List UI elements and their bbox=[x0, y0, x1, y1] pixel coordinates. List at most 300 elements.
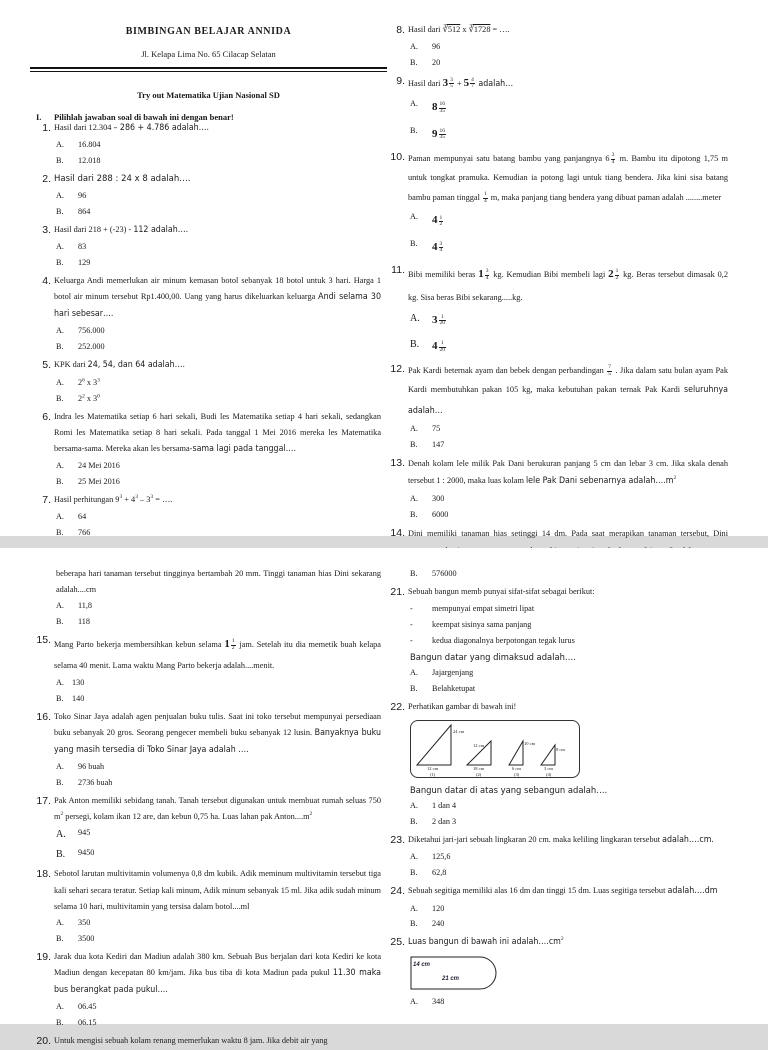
option-a[interactable] bbox=[36, 323, 381, 339]
option-text: 118 bbox=[78, 617, 90, 627]
option-b[interactable] bbox=[390, 507, 728, 523]
option-text bbox=[432, 234, 444, 260]
option-letter: A. bbox=[56, 242, 64, 252]
text-part: adalah….cm. bbox=[662, 835, 714, 846]
option-a[interactable] bbox=[390, 94, 728, 120]
option-text bbox=[432, 333, 447, 359]
option-letter: B. bbox=[56, 693, 64, 703]
question-text bbox=[408, 22, 728, 39]
question-number: 16. bbox=[36, 710, 51, 723]
option-b[interactable] bbox=[36, 775, 381, 791]
question-number: 24. bbox=[390, 885, 405, 898]
option-b[interactable] bbox=[36, 204, 381, 220]
option-letter: B. bbox=[56, 258, 64, 267]
option-letter: A. bbox=[56, 461, 64, 470]
denominator: 2 bbox=[439, 221, 443, 228]
question-number: 7. bbox=[42, 493, 51, 506]
question-text: Sebuah bangun memb punyai sifat-sifat sebagai berikut: bbox=[408, 586, 595, 596]
option-a[interactable] bbox=[36, 509, 381, 525]
option-letter: A. bbox=[56, 601, 64, 611]
question-21 bbox=[390, 584, 728, 601]
bullet-dash: - bbox=[410, 603, 413, 613]
page2-right-column bbox=[390, 566, 728, 1010]
question-number: 8. bbox=[396, 24, 405, 36]
question-text bbox=[54, 409, 381, 458]
page1-right-column bbox=[390, 22, 728, 560]
text-part: Keluarga Andi memerlukan air minum kemasan botol sebanyak 18 botol untuk 3 hari. Harga 1 botol air minum tersebut Rp1.400,00. Uang yang harus dikeluarkan keluarga bbox=[54, 275, 381, 302]
denominator: 5 bbox=[608, 370, 612, 377]
option-letter: B. bbox=[56, 848, 66, 860]
option-letter: A. bbox=[56, 1002, 64, 1012]
option-letter: A. bbox=[410, 903, 418, 913]
option-text bbox=[78, 391, 100, 407]
text-part: Hasil dari bbox=[408, 78, 443, 88]
whole: 3 bbox=[432, 313, 438, 326]
triangles-svg bbox=[411, 721, 581, 779]
numerator: 1 bbox=[439, 315, 447, 322]
composite-shape-figure bbox=[410, 956, 496, 990]
option-letter: B. bbox=[410, 338, 420, 350]
option-a[interactable] bbox=[390, 901, 728, 917]
property-text: kedua diagonalnya berpotongan tegak lurus bbox=[432, 635, 575, 645]
option-letter: B. bbox=[56, 342, 64, 352]
question-10 bbox=[390, 149, 728, 207]
option-text: 2 dan 3 bbox=[432, 817, 457, 827]
option-letter: A. bbox=[410, 668, 418, 678]
question-22-prompt: Bangun datar di atas yang sebangun adalah…. bbox=[410, 784, 608, 795]
question-21-prompt: Bangun datar yang dimaksud adalah…. bbox=[410, 651, 576, 662]
question-text: Dini memiliki tanaman hias setinggi 14 dm. Pada saat merapikan tanaman tersebut, Dini bbox=[408, 528, 728, 538]
question-18 bbox=[36, 866, 381, 915]
question-text bbox=[54, 273, 381, 323]
text-part: + bbox=[454, 78, 464, 88]
numerator: 1 bbox=[615, 268, 619, 275]
question-text bbox=[54, 492, 381, 509]
option-b[interactable] bbox=[390, 55, 728, 71]
label-4: (4) bbox=[546, 771, 552, 777]
question-text bbox=[54, 632, 381, 674]
option-text: 64 bbox=[78, 511, 87, 521]
option-a[interactable] bbox=[390, 665, 728, 681]
option-a[interactable] bbox=[390, 491, 728, 507]
question-text: Sebotol larutan multivitamin volumenya 0,8 dm kubik. Adik meminum multivitamin tersebut tiga kali sehari secara teratur. Setiap kali minum, Adik minum sebanyak 15 ml. Jika adik sudah minum selama 10 hari, multivitamin yang tersisa dalam botol....ml bbox=[54, 869, 381, 911]
question-8 bbox=[390, 22, 728, 39]
question-text bbox=[54, 709, 381, 759]
whole: 4 bbox=[432, 214, 438, 227]
option-b[interactable] bbox=[36, 1015, 381, 1031]
question-number: 23. bbox=[390, 834, 405, 847]
option-a[interactable] bbox=[36, 999, 381, 1015]
option-b[interactable] bbox=[390, 566, 728, 582]
question-number: 25. bbox=[390, 936, 405, 949]
question-16 bbox=[36, 709, 381, 759]
question-12 bbox=[390, 361, 728, 421]
option-text: 25 Mei 2016 bbox=[78, 476, 120, 486]
option-text: 1 dan 4 bbox=[432, 801, 457, 811]
option-b[interactable] bbox=[390, 333, 728, 359]
question-text: Untuk mengisi sebuah kolam renang memerlukan waktu 8 jam. Jika debit air yang bbox=[54, 1036, 328, 1046]
option-letter: A. bbox=[410, 312, 420, 324]
option-letter: B. bbox=[56, 527, 64, 537]
composite-shape-svg bbox=[410, 956, 496, 990]
text-part: lele Pak Dani sebenarnya adalah….m bbox=[525, 476, 674, 487]
exponent: 3 bbox=[150, 494, 154, 501]
text-part: = …. bbox=[490, 25, 510, 34]
exponent: 3 bbox=[135, 494, 138, 501]
fraction bbox=[439, 242, 444, 254]
option-b[interactable] bbox=[390, 865, 728, 881]
question-9 bbox=[390, 73, 728, 94]
option-text: 96 bbox=[432, 41, 441, 51]
option-b[interactable] bbox=[36, 931, 381, 947]
denominator: 35 bbox=[439, 134, 445, 141]
page1-left-column bbox=[36, 20, 381, 541]
text-part: Andi selama 30 hari sebesar…. bbox=[54, 292, 382, 320]
property-text: keempat sisinya sama panjang bbox=[432, 619, 532, 629]
whole: 4 bbox=[432, 240, 438, 253]
question-number: 5. bbox=[42, 359, 51, 372]
text-part: 24, 54, dan 64 adalah…. bbox=[87, 360, 186, 371]
option-a[interactable] bbox=[36, 137, 381, 153]
text-part: Hasil dari 218 + (-23) - bbox=[54, 224, 134, 234]
option-a[interactable] bbox=[390, 207, 728, 233]
option-text: 120 bbox=[432, 903, 445, 913]
t4-height: 8 cm bbox=[556, 746, 565, 752]
option-text: 129 bbox=[78, 258, 91, 267]
question-13 bbox=[390, 455, 728, 491]
whole: 4 bbox=[432, 339, 438, 352]
option-letter: B. bbox=[56, 933, 64, 943]
text-part: Indra les Matematika setiap 6 hari sekali, Budi les Matematika setiap 4 hari sekali, sedangkan Romi les Matematika setiap 8 hari sekali. Pada tanggal 1 Mei 2016 mereka les Matematika bersama-sama. Mereka akan les bersama- bbox=[54, 411, 381, 453]
question-number: 10. bbox=[390, 150, 405, 163]
exponent: 2 bbox=[560, 936, 564, 943]
option-letter: A. bbox=[410, 212, 418, 222]
text-part: kg. Kemudian Bibi membeli lagi bbox=[490, 270, 609, 280]
fraction bbox=[449, 78, 454, 90]
numerator: 1 bbox=[231, 638, 235, 645]
text-part: Jarak dua kota Kediri dan Madiun adalah 380 km. Sebuah Bus berjalan dari kota Kediri ke kota Madiun dengan kecepatan 80 km/jam. Jika bus tiba di kota Madiun pada pukul bbox=[54, 951, 381, 978]
option-text: 06.15 bbox=[78, 1018, 97, 1028]
question-text: Hasil dari 288 : 24 x 8 adalah…. bbox=[54, 174, 191, 185]
option-b[interactable] bbox=[36, 153, 381, 169]
option-text: 83 bbox=[78, 242, 87, 252]
option-letter: A. bbox=[56, 140, 64, 150]
question-number: 4. bbox=[42, 274, 51, 287]
denominator: 2 bbox=[231, 644, 235, 651]
question-text bbox=[408, 883, 728, 900]
option-text: 62,8 bbox=[432, 868, 447, 878]
question-20 bbox=[36, 1033, 381, 1050]
mid: x 3 bbox=[84, 377, 98, 387]
option-letter: B. bbox=[410, 684, 418, 694]
cube-root: ∛512 bbox=[442, 25, 461, 34]
option-a[interactable] bbox=[36, 759, 381, 775]
fraction bbox=[470, 78, 475, 90]
option-letter: A. bbox=[56, 677, 64, 687]
option-letter: B. bbox=[56, 156, 64, 166]
question-number: 22. bbox=[390, 701, 405, 714]
property-item bbox=[390, 633, 728, 649]
text-part: persegi, kolam ikan 12 are, dan kebun 0,75 ha. Luas lahan pak Anton....m bbox=[63, 812, 310, 822]
option-b[interactable] bbox=[390, 814, 728, 830]
t4-base: 3 cm bbox=[544, 765, 553, 771]
text-part: adalah… bbox=[475, 78, 514, 89]
option-a[interactable] bbox=[390, 798, 728, 814]
option-a[interactable] bbox=[36, 188, 381, 204]
option-a[interactable] bbox=[36, 675, 381, 691]
text-part: Pak Kardi beternak ayam dan bebek dengan perbandingan bbox=[408, 366, 607, 376]
question-number: 21. bbox=[390, 585, 405, 598]
base: 2 bbox=[78, 377, 83, 387]
denominator: 4 bbox=[485, 274, 489, 281]
option-b[interactable] bbox=[36, 474, 381, 490]
cube-root: ∛1728 bbox=[468, 25, 491, 34]
question-15 bbox=[36, 632, 381, 674]
option-a[interactable] bbox=[390, 849, 728, 865]
text-part: 11.30 maka bus berangkat pada pukul…. bbox=[54, 968, 382, 996]
option-a[interactable] bbox=[390, 421, 728, 437]
mid: x 3 bbox=[84, 393, 98, 403]
question-text bbox=[408, 832, 728, 849]
bullet-dash: - bbox=[410, 635, 413, 645]
denominator: 7 bbox=[471, 83, 474, 90]
question-1 bbox=[36, 120, 381, 137]
question-text: Perhatikan gambar di bawah ini! bbox=[408, 702, 517, 712]
option-text: 96 bbox=[78, 190, 87, 200]
option-text: 350 bbox=[78, 918, 91, 927]
text-part: Denah kolam lele milik Pak Dani berukuran panjang 5 cm dan lebar 3 cm. Jika skala denah tersebut 1 : 2000, maka luas kolam bbox=[408, 458, 728, 486]
t3-height: 10 cm bbox=[524, 740, 536, 746]
text-part: Pak Anton memiliki sebidang tanah. Tanah tersebut digunakan untuk membuat rumah seluas 750 m bbox=[54, 796, 381, 822]
denominator: 4 bbox=[439, 247, 443, 254]
text-part: x bbox=[460, 25, 469, 34]
whole: 3 bbox=[442, 76, 449, 89]
exponent: 3 bbox=[97, 376, 100, 383]
question-14-continued: beberapa hari tanaman tersebut tingginya bertambah 20 mm. Tinggi tanaman hias Dini sekarang adalah....cm bbox=[56, 569, 381, 595]
option-letter: A. bbox=[410, 852, 418, 862]
option-b[interactable] bbox=[390, 234, 728, 260]
denominator: 35 bbox=[439, 107, 445, 114]
option-letter: B. bbox=[56, 617, 64, 627]
question-number: 11. bbox=[391, 264, 405, 277]
option-letter: B. bbox=[56, 393, 64, 403]
text-part: Hasil dari 12.304 bbox=[54, 123, 114, 132]
question-text bbox=[408, 262, 728, 306]
fraction bbox=[483, 192, 488, 204]
whole: 1 bbox=[478, 268, 484, 281]
option-b[interactable] bbox=[36, 614, 381, 630]
text-part: – 286 + 4.786 adalah…. bbox=[113, 123, 210, 133]
option-text: Jajargenjang bbox=[432, 668, 474, 678]
text-part: adalah….dm bbox=[667, 886, 718, 897]
exponent: 2 bbox=[673, 475, 677, 482]
question-number: 1. bbox=[42, 122, 51, 134]
option-letter: B. bbox=[56, 778, 64, 788]
numerator: 3 bbox=[450, 76, 453, 83]
option-b[interactable] bbox=[390, 121, 728, 147]
option-text: 3500 bbox=[78, 933, 95, 943]
option-b[interactable] bbox=[36, 525, 381, 541]
question-17 bbox=[36, 793, 381, 825]
fraction bbox=[485, 269, 490, 281]
t2-height: 12 cm bbox=[473, 742, 485, 748]
question-number: 9. bbox=[396, 74, 405, 87]
option-text bbox=[432, 94, 447, 120]
option-text: 252.000 bbox=[78, 342, 105, 352]
denominator: 20 bbox=[439, 346, 445, 353]
question-7 bbox=[36, 492, 381, 509]
text-part: Hasil dari bbox=[408, 25, 443, 34]
question-number: 18. bbox=[36, 868, 51, 881]
header-title: BIMBINGAN BELAJAR ANNIDA bbox=[125, 26, 292, 37]
option-text: 20 bbox=[432, 57, 441, 67]
question-23 bbox=[390, 832, 728, 849]
option-text: 06.45 bbox=[78, 1002, 97, 1012]
text-part: KPK dari bbox=[54, 360, 88, 370]
option-b[interactable] bbox=[36, 255, 381, 271]
option-b[interactable] bbox=[36, 845, 381, 865]
option-text: 300 bbox=[432, 493, 445, 503]
option-a[interactable] bbox=[36, 825, 381, 845]
option-a[interactable] bbox=[36, 458, 381, 474]
property-item bbox=[390, 617, 728, 633]
text-part: + 4 bbox=[122, 494, 136, 504]
option-letter: A. bbox=[410, 801, 418, 811]
option-letter: B. bbox=[410, 817, 418, 827]
text-part: seluruhnya adalah… bbox=[408, 385, 728, 416]
numerator: 1 bbox=[439, 341, 447, 348]
option-a[interactable] bbox=[36, 239, 381, 255]
question-number: 6. bbox=[42, 410, 51, 423]
option-a[interactable] bbox=[36, 598, 381, 614]
question-text bbox=[408, 361, 728, 421]
shape-width-label: 21 cm bbox=[442, 975, 460, 982]
question-number: 12. bbox=[390, 363, 405, 376]
option-b[interactable] bbox=[390, 916, 728, 932]
exponent: 3 bbox=[119, 494, 123, 501]
fraction bbox=[611, 153, 616, 165]
question-3 bbox=[36, 222, 381, 239]
option-text: 130 bbox=[72, 677, 85, 687]
question-5 bbox=[36, 357, 381, 374]
option-text bbox=[432, 121, 447, 147]
question-text bbox=[54, 949, 381, 999]
header-address: Jl. Kelapa Lima No. 65 Cilacap Selatan bbox=[141, 49, 276, 59]
property-item bbox=[390, 601, 728, 617]
text-part: m, maka panjang tiang bendera yang dibuat paman adalah ........meter bbox=[488, 192, 722, 202]
bullet-dash: - bbox=[410, 619, 413, 629]
t1-height: 24 cm bbox=[453, 728, 465, 734]
option-letter: A. bbox=[56, 190, 64, 200]
option-letter: B. bbox=[410, 868, 418, 878]
text-part: Paman mempunyai satu batang bambu yang panjangnya 6 bbox=[408, 153, 610, 163]
text-part: kg. Beras tersebut dimasak 0,2 kg. Sisa beras Bibi sekarang.....kg. bbox=[408, 270, 728, 302]
option-a[interactable] bbox=[390, 994, 728, 1010]
question-number: 19. bbox=[36, 950, 51, 963]
option-letter: A. bbox=[410, 41, 418, 51]
option-text: 864 bbox=[78, 206, 91, 216]
numerator: 4 bbox=[471, 76, 474, 83]
question-22 bbox=[390, 699, 728, 716]
option-text: 96 buah bbox=[78, 762, 105, 772]
question-text bbox=[54, 793, 381, 825]
numerator: 1 bbox=[483, 191, 487, 198]
section-number: I. bbox=[36, 112, 42, 122]
whole: 9 bbox=[432, 127, 438, 140]
option-text bbox=[78, 375, 100, 391]
option-letter: B. bbox=[410, 57, 418, 67]
text-part: Sebuah segitiga memiliki alas 16 dm dan tinggi 15 dm. Luas segitiga tersebut bbox=[408, 886, 666, 896]
question-number: 14. bbox=[390, 526, 405, 539]
whole: 5 bbox=[463, 76, 470, 89]
option-letter: B. bbox=[410, 919, 418, 929]
text-part: jam. Setelah itu dia memetik buah kelapa selama 40 menit. Lama waktu Mang Parto bekerja adalah....menit. bbox=[54, 640, 381, 670]
question-number: 3. bbox=[42, 223, 51, 236]
text-part: Mang Parto bekerja membersihkan kebun selama bbox=[54, 640, 225, 650]
option-b[interactable] bbox=[36, 339, 381, 355]
text-part: Diketahui jari-jari sebuah lingkaran 20 cm. maka keliling lingkaran tersebut bbox=[408, 835, 661, 845]
numerator: 16 bbox=[439, 101, 445, 108]
option-b[interactable] bbox=[390, 437, 728, 453]
option-letter: A. bbox=[410, 423, 418, 433]
shape-height-label: 14 cm bbox=[413, 961, 431, 968]
whole: 8 bbox=[432, 101, 438, 114]
option-b[interactable] bbox=[390, 681, 728, 697]
fraction bbox=[231, 639, 236, 651]
numerator: 3 bbox=[611, 152, 615, 159]
fraction bbox=[439, 341, 447, 353]
question-number: 17. bbox=[36, 795, 51, 808]
page2-left-column bbox=[36, 566, 381, 1050]
option-letter: A. bbox=[410, 996, 418, 1006]
option-b[interactable] bbox=[36, 691, 381, 707]
header-subtitle: Try out Matematika Ujian Nasional SD bbox=[137, 90, 280, 100]
exponent: 6 bbox=[82, 376, 85, 383]
text-part: sama lagi pada tanggal…. bbox=[192, 443, 297, 454]
option-a[interactable] bbox=[36, 915, 381, 931]
option-letter: A. bbox=[56, 918, 64, 927]
label-2: (2) bbox=[476, 771, 482, 777]
option-a[interactable] bbox=[390, 307, 728, 333]
question-number: 15. bbox=[36, 634, 51, 647]
numerator: 7 bbox=[608, 364, 612, 371]
option-letter: A. bbox=[56, 377, 64, 387]
option-letter: B. bbox=[56, 206, 64, 216]
option-text: 756.000 bbox=[78, 326, 105, 336]
option-text: 147 bbox=[432, 439, 445, 449]
option-text: 75 bbox=[432, 423, 441, 433]
option-text bbox=[432, 207, 444, 233]
question-number: 2. bbox=[42, 173, 51, 186]
option-a[interactable] bbox=[36, 375, 381, 391]
option-text: 125,6 bbox=[432, 852, 451, 862]
question-text bbox=[408, 455, 728, 491]
exponent: 0 bbox=[97, 392, 100, 399]
option-letter: B. bbox=[410, 439, 418, 449]
question-text bbox=[408, 934, 728, 951]
text-part: Toko Sinar Jaya adalah agen penjualan buku tulis. Saat ini toko tersebut mempunyai persediaan buku sebanyak 20 gros. Seorang pengecer membeli buku sebanyak 12 lusin. bbox=[54, 711, 381, 737]
question-text bbox=[54, 357, 381, 374]
t2-base: 18 cm bbox=[473, 765, 485, 771]
denominator: 5 bbox=[450, 83, 453, 90]
exponent: 2 bbox=[60, 811, 64, 818]
option-text: Belahketupat bbox=[432, 684, 476, 694]
option-letter: B. bbox=[410, 238, 418, 248]
option-b[interactable] bbox=[36, 391, 381, 407]
option-text: 9450 bbox=[78, 847, 95, 857]
section-instruction: Pilihlah jawaban soal di bawah ini dengan benar! bbox=[54, 112, 234, 122]
option-a[interactable] bbox=[390, 39, 728, 55]
